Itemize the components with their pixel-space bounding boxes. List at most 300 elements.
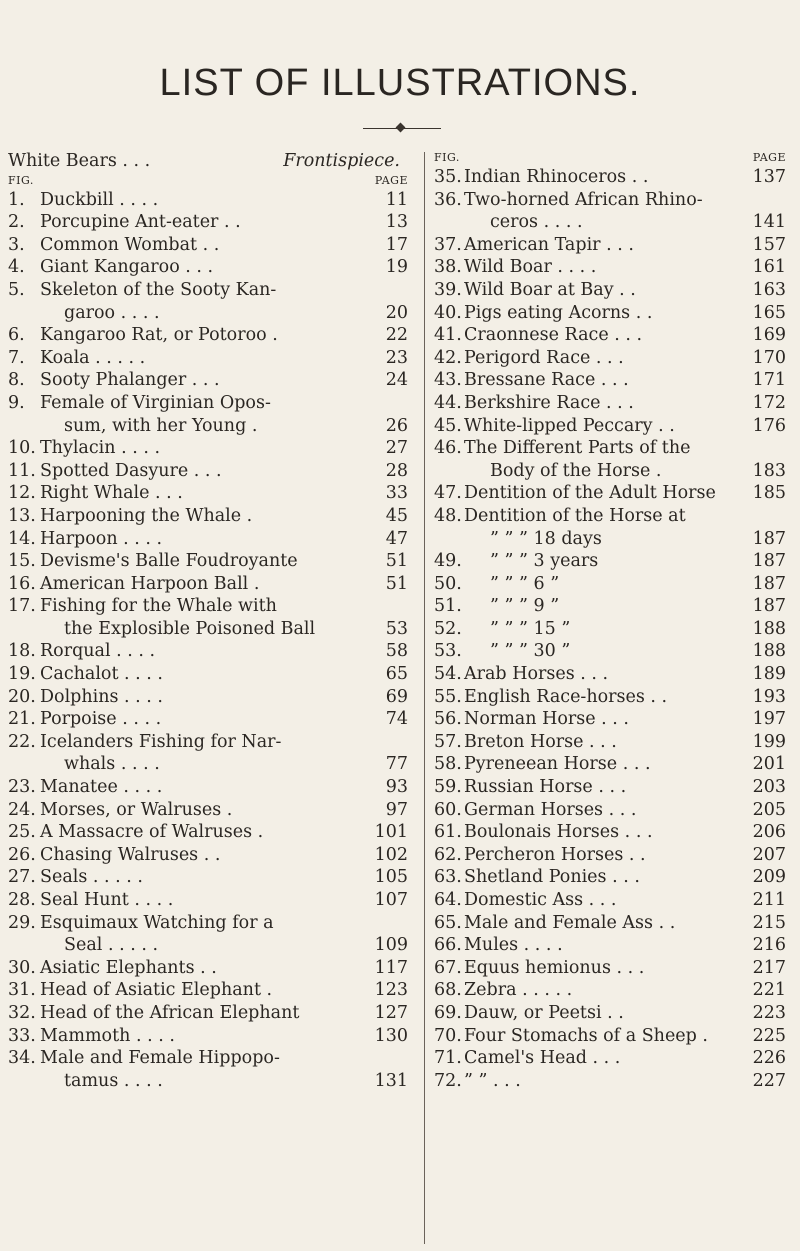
figure-number: 44.: [434, 392, 462, 413]
page-number: 163: [752, 279, 786, 300]
list-item: [434, 686, 786, 709]
illustration-title: Esquimaux Watching for a: [40, 912, 274, 933]
figure-number: 39.: [434, 279, 462, 300]
list-item: [434, 708, 786, 731]
page-number: 26: [385, 415, 408, 436]
page-number: 77: [385, 754, 408, 775]
list-item: [434, 889, 786, 912]
column-header: [8, 173, 408, 189]
figure-number: 55.: [434, 686, 462, 707]
page-number: 171: [752, 370, 786, 391]
illustration-title: Shetland Ponies . . .: [464, 867, 640, 888]
list-item: [434, 979, 786, 1002]
figure-number: 67.: [434, 957, 462, 978]
page-number: 217: [752, 957, 786, 978]
list-item: [434, 1002, 786, 1025]
illustration-title: Harpoon . . . .: [40, 528, 163, 549]
list-item: [8, 347, 408, 370]
page-title: LIST OF ILLUSTRATIONS.: [159, 62, 641, 104]
figure-number: 50.: [434, 573, 462, 594]
figure-number: 4.: [8, 257, 25, 278]
list-item: [8, 279, 408, 302]
list-item: [8, 799, 408, 822]
page-number: 141: [752, 212, 786, 233]
list-item: [8, 618, 408, 641]
page-number: 130: [374, 1025, 408, 1046]
illustration-title: Duckbill . . . .: [40, 189, 159, 210]
list-item: [8, 912, 408, 935]
illustration-title: American Harpoon Ball .: [40, 573, 260, 594]
list-item: [8, 686, 408, 709]
illustration-title: ” ” ” 6 ”: [490, 573, 560, 594]
page-number: 19: [385, 257, 408, 278]
figure-number: 24.: [8, 799, 36, 820]
figure-number: 28.: [8, 890, 36, 910]
column-header: [434, 150, 786, 166]
fig-header: FIG.: [8, 173, 34, 187]
column-divider: [424, 152, 425, 1244]
illustration-title: Equus hemionus . . .: [464, 957, 645, 978]
figure-number: 32.: [8, 1002, 36, 1023]
list-item: [8, 776, 408, 799]
list-item: [8, 528, 408, 551]
illustration-title: tamus . . . .: [64, 1070, 163, 1091]
list-item: [434, 866, 786, 889]
illustration-title: Camel's Head . . .: [464, 1048, 621, 1069]
illustration-title: Arab Horses . . .: [464, 664, 609, 685]
page-number: 225: [752, 1025, 786, 1046]
list-item: [434, 753, 786, 776]
page-number: 187: [752, 528, 786, 549]
illustration-title: Craonnese Race . . .: [464, 325, 643, 346]
illustration-title: Wild Boar at Bay . .: [464, 279, 636, 300]
illustration-title: English Race-horses . .: [464, 686, 668, 707]
illustration-title: Seals . . . . .: [40, 867, 143, 888]
page-number: 187: [752, 573, 786, 594]
figure-number: 11.: [8, 460, 36, 481]
list-item: [8, 482, 408, 505]
illustration-title: Icelanders Fishing for Nar-: [40, 731, 282, 752]
page-number: 109: [374, 935, 408, 956]
list-item: [434, 844, 786, 867]
page-number: 45: [385, 505, 408, 526]
list-item: [434, 482, 786, 505]
list-item: [434, 347, 786, 370]
illustration-title: ” ” ” 30 ”: [490, 641, 571, 662]
figure-number: 42.: [434, 347, 462, 368]
figure-number: 16.: [8, 573, 36, 594]
page-number: 27: [385, 438, 408, 459]
figure-number: 1.: [8, 189, 25, 210]
page-number: 117: [374, 957, 408, 978]
figure-number: 3.: [8, 234, 25, 255]
illustration-title: Bressane Race . . .: [464, 370, 629, 391]
list-item: [434, 912, 786, 935]
figure-number: 26.: [8, 844, 36, 865]
illustration-title: Male and Female Ass . .: [464, 912, 676, 933]
list-item: [434, 957, 786, 980]
page-number: 226: [752, 1048, 786, 1069]
illustration-title: Percheron Horses . .: [464, 844, 646, 865]
figure-number: 19.: [8, 664, 36, 685]
list-item: [434, 302, 786, 325]
illustration-title: ” ” ” 18 days: [490, 528, 602, 549]
page-number: 216: [752, 935, 786, 956]
page-number: 189: [752, 664, 786, 685]
list-item: [434, 415, 786, 438]
list-item: [434, 573, 786, 596]
figure-number: 6.: [8, 325, 25, 346]
illustration-title: garoo . . . .: [64, 302, 160, 323]
figure-number: 10.: [8, 438, 36, 459]
list-item: [8, 753, 408, 776]
page-number: 137: [752, 167, 786, 187]
illustration-title: White Bears . . .: [8, 151, 151, 171]
illustration-title: Porcupine Ant-eater . .: [40, 212, 241, 233]
list-item: [8, 550, 408, 573]
illustration-title: Manatee . . . .: [40, 777, 163, 798]
illustration-title: Common Wombat . .: [40, 234, 220, 255]
list-item: [8, 844, 408, 867]
list-item: [434, 821, 786, 844]
figure-number: 25.: [8, 822, 36, 843]
figure-number: 15.: [8, 551, 36, 572]
illustration-title: Dentition of the Adult Horse: [464, 483, 716, 504]
list-item: [434, 279, 786, 302]
figure-number: 41.: [434, 325, 462, 346]
page-number: 105: [374, 867, 408, 888]
figure-number: 23.: [8, 777, 36, 798]
list-item: [8, 392, 408, 415]
list-item: [8, 505, 408, 528]
page-number: 187: [752, 596, 786, 617]
illustration-title: Zebra . . . . .: [464, 980, 573, 1001]
page-number: 207: [752, 844, 786, 865]
page-number: 28: [385, 460, 408, 481]
figure-number: 33.: [8, 1025, 36, 1046]
list-item: [8, 979, 408, 1002]
illustration-title: Right Whale . . .: [40, 483, 183, 504]
illustration-title: ” ” . . .: [464, 1070, 521, 1091]
list-item: [434, 618, 786, 641]
page-header: PAGE: [752, 151, 786, 164]
figure-number: 18.: [8, 641, 36, 662]
figure-number: 43.: [434, 370, 462, 391]
figure-number: 65.: [434, 912, 462, 933]
illustration-title: Domestic Ass . . .: [464, 890, 617, 910]
page-number: 187: [752, 551, 786, 572]
illustration-title: Seal Hunt . . . .: [40, 890, 174, 910]
page-number: 74: [385, 709, 408, 730]
page-number: 123: [374, 980, 408, 1001]
figure-number: 9.: [8, 392, 25, 413]
list-item: [8, 934, 408, 957]
illustration-title: Dentition of the Horse at: [464, 505, 686, 526]
figure-number: 53.: [434, 641, 462, 662]
list-item: [8, 866, 408, 889]
page-number: 169: [752, 325, 786, 346]
list-item: [8, 731, 408, 754]
page-number: 170: [752, 347, 786, 368]
illustration-title: Berkshire Race . . .: [464, 392, 634, 413]
illustration-title: Thylacin . . . .: [40, 438, 161, 459]
illustration-title: Koala . . . . .: [40, 347, 146, 368]
figure-number: 5.: [8, 279, 25, 300]
illustration-title: Harpooning the Whale .: [40, 505, 253, 526]
list-item: [8, 189, 408, 212]
list-item: [8, 1025, 408, 1048]
list-item: [434, 934, 786, 957]
list-item: [8, 1002, 408, 1025]
page-number: Frontispiece.: [283, 151, 400, 171]
list-item: [8, 437, 408, 460]
page-number: 51: [385, 573, 408, 594]
illustration-title: Chasing Walruses . .: [40, 844, 221, 865]
diamond-ornament-icon: [396, 123, 406, 133]
illustration-title: Head of Asiatic Elephant .: [40, 980, 273, 1001]
figure-number: 35.: [434, 167, 462, 187]
page-number: 215: [752, 912, 786, 933]
list-item: [434, 505, 786, 528]
illustration-title: White-lipped Peccary . .: [464, 415, 675, 436]
illustration-title: Four Stomachs of a Sheep .: [464, 1025, 708, 1046]
figure-number: 21.: [8, 709, 36, 730]
page-number: 51: [385, 551, 408, 572]
page-number: 201: [752, 754, 786, 775]
list-item: [8, 460, 408, 483]
figure-number: 69.: [434, 1002, 462, 1023]
figure-number: 59.: [434, 777, 462, 798]
figure-number: 22.: [8, 731, 36, 752]
figure-number: 63.: [434, 867, 462, 888]
illustration-title: Cachalot . . . .: [40, 664, 163, 685]
list-item: [434, 528, 786, 551]
page-number: 11: [385, 189, 408, 210]
page-number: 13: [385, 212, 408, 233]
page-number: 172: [752, 392, 786, 413]
page-number: 221: [752, 980, 786, 1001]
list-item: [8, 889, 408, 912]
illustration-title: Pigs eating Acorns . .: [464, 302, 653, 323]
illustration-title: The Different Parts of the: [464, 438, 691, 459]
page-number: 165: [752, 302, 786, 323]
illustration-title: Morses, or Walruses .: [40, 799, 233, 820]
list-item: [434, 211, 786, 234]
list-item: [434, 731, 786, 754]
list-item: [434, 799, 786, 822]
illustration-title: Porpoise . . . .: [40, 709, 162, 730]
illustration-title: Boulonais Horses . . .: [464, 822, 653, 843]
list-item: [434, 369, 786, 392]
illustration-title: Mammoth . . . .: [40, 1025, 175, 1046]
illustration-title: Spotted Dasyure . . .: [40, 460, 222, 481]
list-item: [434, 392, 786, 415]
page-number: 185: [752, 483, 786, 504]
figure-number: 31.: [8, 980, 36, 1001]
figure-number: 36.: [434, 189, 462, 210]
page-number: 183: [752, 460, 786, 481]
figure-number: 66.: [434, 935, 462, 956]
illustration-title: Perigord Race . . .: [464, 347, 624, 368]
page-header: PAGE: [374, 173, 408, 187]
page-number: 97: [385, 799, 408, 820]
page-number: 23: [385, 347, 408, 368]
list-item: [8, 663, 408, 686]
figure-number: 17.: [8, 596, 36, 617]
list-item: [434, 234, 786, 257]
figure-number: 68.: [434, 980, 462, 1001]
illustration-title: Dolphins . . . .: [40, 686, 163, 707]
illustration-title: ceros . . . .: [490, 212, 583, 233]
illustration-title: sum, with her Young .: [64, 415, 258, 436]
figure-number: 37.: [434, 234, 462, 255]
list-item: [8, 256, 408, 279]
list-item: [8, 211, 408, 234]
illustration-title: the Explosible Poisoned Ball: [64, 618, 316, 639]
figure-number: 29.: [8, 912, 36, 933]
page-number: 161: [752, 257, 786, 278]
illustration-title: Sooty Phalanger . . .: [40, 370, 220, 391]
illustration-title: Rorqual . . . .: [40, 641, 156, 662]
figure-number: 51.: [434, 596, 462, 617]
figure-number: 62.: [434, 844, 462, 865]
list-item: [8, 415, 408, 438]
list-item: [434, 437, 786, 460]
left-column: [8, 150, 408, 1092]
list-item: [8, 324, 408, 347]
illustration-title: Breton Horse . . .: [464, 731, 617, 752]
illustration-title: Pyreneean Horse . . .: [464, 754, 651, 775]
figure-number: 12.: [8, 483, 36, 504]
figure-number: 58.: [434, 754, 462, 775]
list-item: [434, 1025, 786, 1048]
figure-number: 56.: [434, 709, 462, 730]
figure-number: 49.: [434, 551, 462, 572]
illustration-title: whals . . . .: [64, 754, 160, 775]
list-item: [8, 821, 408, 844]
page-number: 157: [752, 234, 786, 255]
page-number: 107: [374, 890, 408, 910]
fig-header: FIG.: [434, 151, 460, 164]
illustration-title: Male and Female Hippopo-: [40, 1048, 280, 1069]
illustration-title: Norman Horse . . .: [464, 709, 629, 730]
list-item: [434, 1070, 786, 1093]
figure-number: 60.: [434, 799, 462, 820]
list-item: [8, 234, 408, 257]
figure-number: 47.: [434, 483, 462, 504]
figure-number: 72.: [434, 1070, 462, 1091]
page-number: 65: [385, 664, 408, 685]
illustration-title: Wild Boar . . . .: [464, 257, 597, 278]
list-item: [8, 1047, 408, 1070]
illustration-title: ” ” ” 15 ”: [490, 618, 571, 639]
page-number: 102: [374, 844, 408, 865]
list-item: [8, 640, 408, 663]
page-number: 20: [385, 302, 408, 323]
figure-number: 48.: [434, 505, 462, 526]
illustration-title: Kangaroo Rat, or Potoroo .: [40, 325, 278, 346]
illustration-title: Two-horned African Rhino-: [464, 189, 703, 210]
list-item: [8, 957, 408, 980]
illustration-title: Mules . . . .: [464, 935, 563, 956]
page-number: 176: [752, 415, 786, 436]
page-number: 22: [385, 325, 408, 346]
page-number: 127: [374, 1002, 408, 1023]
page-number: 58: [385, 641, 408, 662]
figure-number: 57.: [434, 731, 462, 752]
list-item: [434, 460, 786, 483]
page-number: 209: [752, 867, 786, 888]
illustration-title: Head of the African Elephant: [40, 1002, 300, 1023]
illustration-title: Russian Horse . . .: [464, 777, 627, 798]
illustration-title: Seal . . . . .: [64, 935, 159, 956]
page-number: 69: [385, 686, 408, 707]
illustration-title: ” ” ” 3 years: [490, 551, 599, 572]
page-number: 17: [385, 234, 408, 255]
page-number: 211: [752, 890, 786, 910]
illustration-title: Body of the Horse .: [490, 460, 662, 481]
page-number: 93: [385, 777, 408, 798]
page-number: 188: [752, 618, 786, 639]
illustration-title: Asiatic Elephants . .: [40, 957, 217, 978]
figure-number: 54.: [434, 664, 462, 685]
list-item: [434, 189, 786, 212]
figure-number: 27.: [8, 867, 36, 888]
page-number: 223: [752, 1002, 786, 1023]
illustration-title: Female of Virginian Opos-: [40, 392, 271, 413]
illustration-title: ” ” ” 9 ”: [490, 596, 560, 617]
page-number: 197: [752, 709, 786, 730]
figure-number: 20.: [8, 686, 36, 707]
figure-number: 34.: [8, 1048, 36, 1069]
list-item: [434, 595, 786, 618]
page-number: 47: [385, 528, 408, 549]
list-item: [8, 595, 408, 618]
list-item: [434, 663, 786, 686]
figure-number: 70.: [434, 1025, 462, 1046]
list-item: [8, 369, 408, 392]
figure-number: 13.: [8, 505, 36, 526]
page-number: 203: [752, 777, 786, 798]
figure-number: 61.: [434, 822, 462, 843]
illustration-title: Dauw, or Peetsi . .: [464, 1002, 624, 1023]
illustration-title: Indian Rhinoceros . .: [464, 167, 649, 187]
list-item: [434, 324, 786, 347]
illustration-title: Skeleton of the Sooty Kan-: [40, 279, 277, 300]
list-item: [434, 776, 786, 799]
figure-number: 14.: [8, 528, 36, 549]
list-item: [434, 1047, 786, 1070]
list-item: [434, 166, 786, 189]
illustration-title: Devisme's Balle Foudroyante: [40, 551, 298, 572]
figure-number: 2.: [8, 212, 25, 233]
list-item: [8, 573, 408, 596]
figure-number: 71.: [434, 1048, 462, 1069]
illustration-title: German Horses . . .: [464, 799, 637, 820]
list-item: [434, 256, 786, 279]
page-number: 193: [752, 686, 786, 707]
figure-number: 40.: [434, 302, 462, 323]
page-number: 24: [385, 370, 408, 391]
figure-number: 45.: [434, 415, 462, 436]
figure-number: 46.: [434, 438, 462, 459]
illustration-title: American Tapir . . .: [464, 234, 634, 255]
figure-number: 38.: [434, 257, 462, 278]
figure-number: 64.: [434, 890, 462, 910]
page-number: 205: [752, 799, 786, 820]
right-column: [434, 150, 786, 1092]
illustration-title: Fishing for the Whale with: [40, 596, 277, 617]
